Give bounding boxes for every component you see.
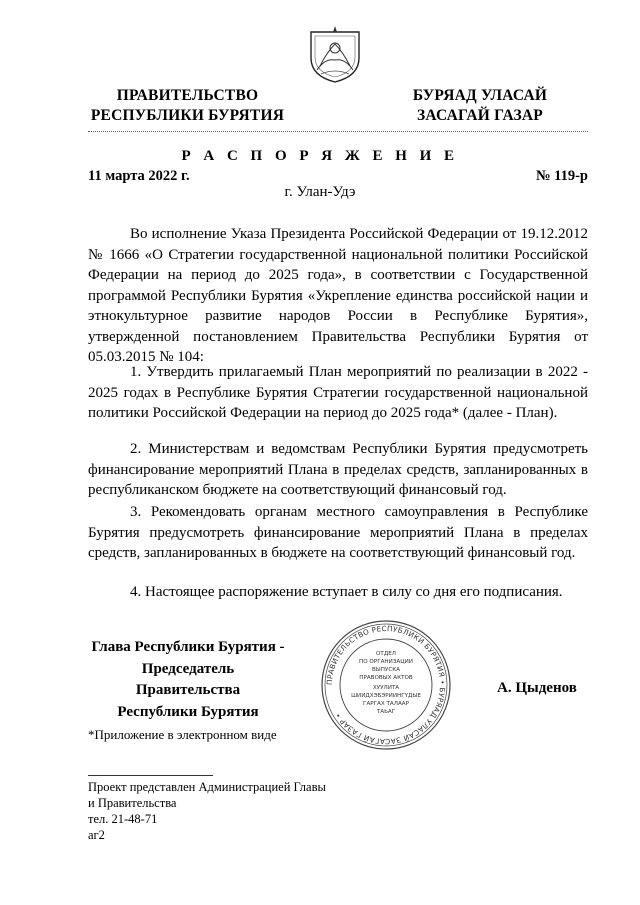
stamp-inner-line8: ТАЬАГ xyxy=(376,709,396,715)
document-date: 11 марта 2022 г. xyxy=(88,168,190,184)
stamp-inner-line5: ХУУЛИТА xyxy=(372,685,400,691)
footer-code: аг2 xyxy=(88,828,105,842)
document-number: № 119-р xyxy=(535,168,588,184)
footer-rule xyxy=(88,775,213,776)
item-3-paragraph: 3. Рекомендовать органам местного самоуправления в Республике Бурятия предусмотреть финансирование мероприятий Плана в пределах средств, запланированных в бюджете на соответствующий финансовый год. xyxy=(88,504,588,561)
signatory-title xyxy=(88,637,288,723)
footer-info xyxy=(88,779,326,843)
government-name-line2: РЕСПУБЛИКИ БУРЯТИЯ xyxy=(90,107,285,124)
signatory-name: А. Цыденов xyxy=(497,680,577,696)
header-divider xyxy=(88,131,588,132)
stamp-inner-line2: ПО ОРГАНИЗАЦИИ xyxy=(359,659,413,665)
signatory-title-line1: Глава Республики Бурятия - xyxy=(91,639,285,655)
stamp-inner-line4: ПРАВОВЫХ АКТОВ xyxy=(359,675,413,681)
stamp-inner-line6: ШИИДХЭБЭРИИНГҮДЫЕ xyxy=(351,693,421,699)
government-name-line1: ПРАВИТЕЛЬСТВО xyxy=(116,87,259,104)
stamp-inner-line1: ОТДЕЛ xyxy=(376,651,396,657)
coat-of-arms-emblem xyxy=(305,22,365,84)
government-name-buryat-line2: ЗАСАГАЙ ГАЗАР xyxy=(417,107,543,124)
item-4-paragraph: 4. Настоящее распоряжение вступает в силу со дня его подписания. xyxy=(130,584,563,600)
appendix-note: *Приложение в электронном виде xyxy=(88,727,277,742)
preamble-paragraph: Во исполнение Указа Президента Российской Федерации от 19.12.2012 № 1666 «О Стратегии государственной национальной политики Российской Федерации на период до 2025 года», в соответствии с Государственной программой Республики Бурятия «Укрепление единства российской нации и этнокультурное развитие народов России в Республике Бурятия», утвержденной постановлением Правительства Республики Бурятия от 05.03.2015 № 104: xyxy=(88,226,588,365)
signatory-title-line2: Председатель Правительства xyxy=(135,660,241,698)
item-1-paragraph: 1. Утвердить прилагаемый План мероприятий по реализации в 2022 - 2025 годах в Республике Бурятия Стратегии государственной национальной политики Российской Федерации на период до 2025 года* (далее - План). xyxy=(88,364,588,421)
government-name-buryat xyxy=(400,86,560,126)
footer-phone: тел. 21-48-71 xyxy=(88,812,158,826)
item-2-paragraph: 2. Министерствам и ведомствам Республики Бурятия предусмотреть финансирование мероприятий Плана в пределах средств, запланированных в республиканском бюджете на соответствующий финансовый год. xyxy=(88,441,588,498)
stamp-inner-line7: ГАРГАХ ТАЛААР xyxy=(363,701,409,707)
stamp-inner-line3: ВЫПУСКА xyxy=(371,667,401,673)
government-name-buryat-line1: БУРЯАД УЛАСАЙ xyxy=(412,87,548,104)
signatory-title-line3: Республики Бурятия xyxy=(117,703,259,720)
stamp-ring-text: ПРАВИТЕЛЬСТВО РЕСПУБЛИКИ БУРЯТИЯ • БУРЯАД УЛАСАЙ ЗАСАГАЙ ГАЗАР • xyxy=(324,623,448,747)
document-city: г. Улан-Удэ xyxy=(284,184,356,200)
footer-line2: и Правительства xyxy=(88,796,177,810)
government-name-russian xyxy=(85,86,290,126)
official-stamp xyxy=(318,617,454,753)
footer-line1: Проект представлен Администрацией Главы xyxy=(88,780,326,794)
document-title: Р А С П О Р Я Ж Е Н И Е xyxy=(181,148,459,164)
